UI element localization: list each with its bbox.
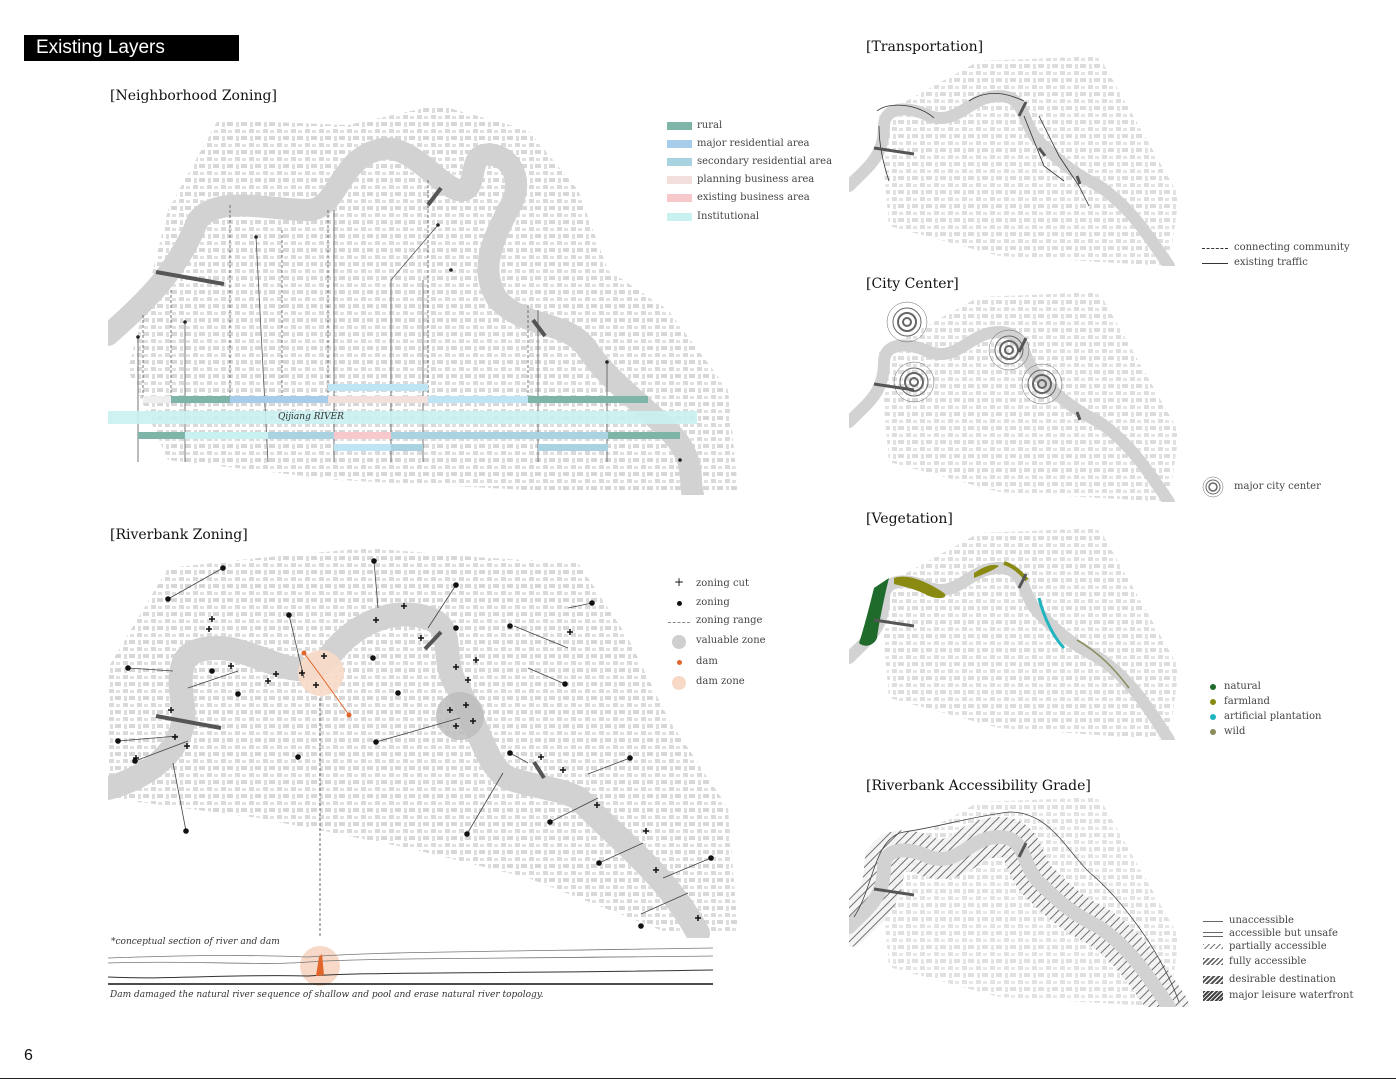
legend-label: major residential area xyxy=(697,138,810,149)
wild-dot-icon xyxy=(1210,729,1216,735)
vegetation-legend xyxy=(1210,681,1330,741)
solid-arrow-icon xyxy=(1202,263,1228,264)
legend-label: Institutional xyxy=(697,211,760,222)
legend-label: existing business area xyxy=(697,192,810,203)
water-surface-mid xyxy=(108,956,713,963)
peach-circle-icon xyxy=(672,676,686,690)
legend-label: partially accessible xyxy=(1229,941,1327,952)
legend-label: existing traffic xyxy=(1234,257,1308,268)
dashed-line-icon xyxy=(668,622,690,623)
legend-label: accessible but unsafe xyxy=(1229,928,1338,939)
legend-swatch-secondary-residential xyxy=(667,158,692,166)
hatch-heavy-icon xyxy=(1203,991,1223,1001)
legend-label: secondary residential area xyxy=(697,156,833,167)
legend-label: valuable zone xyxy=(696,635,766,646)
accessibility-title: [Riverbank Accessibility Grade] xyxy=(866,778,1091,794)
plus-icon: + xyxy=(674,575,685,589)
orange-dot-icon xyxy=(677,660,682,665)
section-caption: *conceptual section of river and dam xyxy=(111,937,280,947)
city-center-map xyxy=(849,292,1194,502)
page-title: Existing Layers Analysis xyxy=(24,35,239,61)
transportation-title: [Transportation] xyxy=(866,39,984,55)
river-dam-section xyxy=(108,944,713,990)
transportation-legend xyxy=(1202,242,1352,274)
city-center-title: [City Center] xyxy=(866,276,959,292)
legend-swatch-institutional xyxy=(667,213,692,221)
legend-label: major leisure waterfront xyxy=(1229,990,1354,1001)
double-line-icon xyxy=(1203,932,1223,937)
legend-swatch-rural xyxy=(667,122,692,130)
legend-swatch-major-residential xyxy=(667,140,692,148)
natural-dot-icon xyxy=(1210,684,1216,690)
riverbank-zoning-title: [Riverbank Zoning] xyxy=(110,527,248,543)
legend-label: connecting community xyxy=(1234,242,1350,253)
transportation-map xyxy=(849,56,1194,266)
legend-label: zoning range xyxy=(696,615,763,626)
section-note: Dam damaged the natural river sequence of shallow and pool and erase natural river topology. xyxy=(110,990,544,1000)
legend-label: unaccessible xyxy=(1229,915,1294,926)
legend-swatch-existing-business xyxy=(667,194,692,202)
bottom-rule xyxy=(0,1078,1396,1079)
riverbank-legend xyxy=(674,575,804,693)
legend-label: desirable destination xyxy=(1229,974,1336,985)
neighborhood-zoning-map xyxy=(108,100,748,495)
legend-label: dam xyxy=(696,656,718,667)
valuable-zone xyxy=(436,692,484,740)
hatch-dense-icon xyxy=(1203,976,1223,984)
farmland-dot-icon xyxy=(1210,699,1216,705)
hatch-medium-icon xyxy=(1203,958,1223,965)
concentric-circles-icon xyxy=(1202,476,1224,498)
legend-label: natural xyxy=(1224,681,1261,692)
legend-label: rural xyxy=(697,120,723,131)
legend-label: zoning cut xyxy=(696,578,750,589)
artificial-plantation-dot-icon xyxy=(1210,714,1216,720)
river-bed xyxy=(108,970,713,978)
water-surface-top xyxy=(108,948,713,958)
legend-label: dam zone xyxy=(696,676,745,687)
legend-label: zoning xyxy=(696,597,730,608)
river-label: Qijiang RIVER xyxy=(278,412,344,422)
page-number: 6 xyxy=(24,1047,33,1064)
legend-label: fully accessible xyxy=(1229,956,1307,967)
accessibility-map xyxy=(849,797,1194,1007)
riverbank-zoning-map xyxy=(108,548,743,938)
vegetation-title: [Vegetation] xyxy=(866,511,953,527)
hatch-light-icon xyxy=(1203,944,1223,949)
vegetation-map xyxy=(849,528,1194,740)
legend-label: major city center xyxy=(1234,481,1321,492)
accessibility-legend xyxy=(1203,915,1353,1007)
legend-swatch-planning-business xyxy=(667,176,692,184)
city-center-legend xyxy=(1202,476,1342,500)
thin-line-icon xyxy=(1203,921,1223,922)
dot-icon xyxy=(677,601,682,606)
legend-label: wild xyxy=(1224,726,1246,737)
neighborhood-legend xyxy=(667,120,847,230)
legend-label: planning business area xyxy=(697,174,815,185)
dashed-arrow-icon xyxy=(1202,248,1228,249)
legend-label: farmland xyxy=(1224,696,1270,707)
neighborhood-zoning-title: [Neighborhood Zoning] xyxy=(110,88,277,104)
urban-fabric xyxy=(879,56,1179,266)
urban-fabric xyxy=(879,528,1179,740)
legend-label: artificial plantation xyxy=(1224,711,1322,722)
grey-circle-icon xyxy=(672,635,686,649)
city-center-1 xyxy=(887,302,927,342)
urban-fabric xyxy=(879,292,1179,502)
